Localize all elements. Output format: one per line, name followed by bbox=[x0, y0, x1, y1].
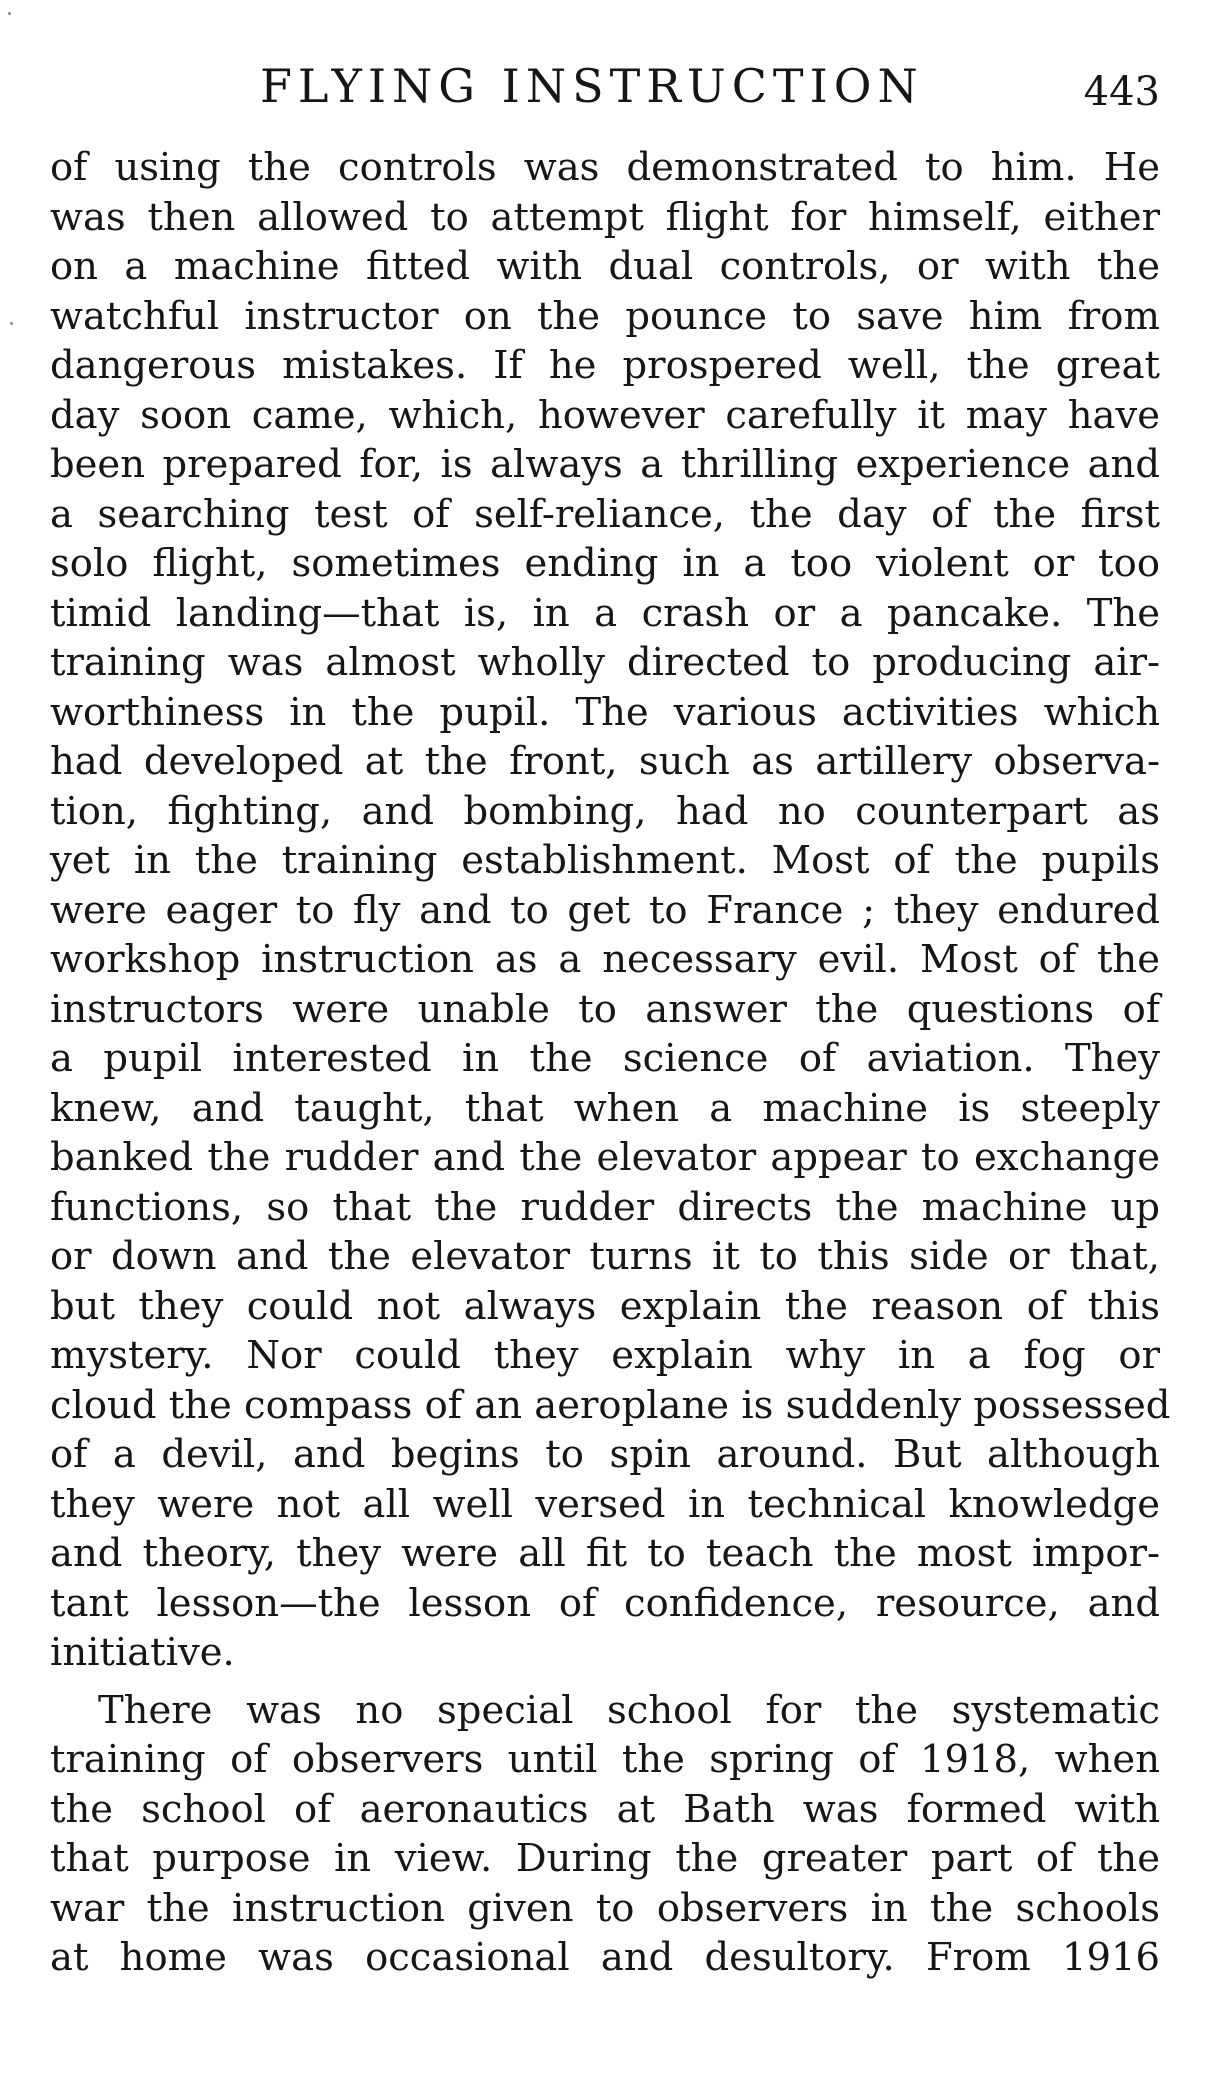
text-line: yet in the training establishment. Most of the pupils bbox=[50, 838, 1160, 883]
text-line: the school of aeronautics at Bath was formed with bbox=[50, 1786, 1160, 1832]
page-header bbox=[50, 56, 1160, 116]
text-line: but they could not always explain the reason of this bbox=[50, 1283, 1160, 1329]
text-line: or down and the elevator turns it to this side or that, bbox=[50, 1234, 1160, 1279]
text-line: they were not all well versed in technical knowledge bbox=[50, 1481, 1160, 1527]
running-head: FLYING INSTRUCTION bbox=[260, 59, 924, 113]
text-line: functions, so that the rudder directs the machine up bbox=[50, 1184, 1160, 1230]
page-number: 443 bbox=[1083, 69, 1160, 115]
text-line: that purpose in view. During the greater part of the bbox=[50, 1836, 1160, 1881]
text-line: of using the controls was demonstrated to him. He bbox=[50, 145, 1160, 190]
text-line: knew, and taught, that when a machine is steeply bbox=[50, 1085, 1160, 1131]
text-line: mystery. Nor could they explain why in a fog or bbox=[50, 1333, 1160, 1378]
text-line: been prepared for, is always a thrilling experience and bbox=[50, 442, 1160, 487]
text-line: at home was occasional and desultory. From 1916 bbox=[50, 1935, 1160, 1980]
body-text bbox=[50, 143, 1171, 1983]
text-line: a searching test of self-reliance, the day of the first bbox=[50, 491, 1160, 537]
text-line: day soon came, which, however carefully it may have bbox=[50, 392, 1160, 438]
text-line: were eager to fly and to get to France ; they endured bbox=[50, 887, 1160, 933]
text-line: banked the rudder and the elevator appear to exchange bbox=[50, 1135, 1160, 1180]
text-line: was then allowed to attempt flight for himself, either bbox=[50, 194, 1160, 240]
text-line: tant lesson—the lesson of confidence, resource, and bbox=[50, 1580, 1160, 1626]
speck-mark bbox=[8, 12, 11, 15]
text-line: training was almost wholly directed to producing air- bbox=[50, 640, 1160, 685]
text-line: had developed at the front, such as artillery observa- bbox=[50, 739, 1160, 784]
paragraph-2 bbox=[50, 1686, 1160, 1983]
text-line: training of observers until the spring of 1918, when bbox=[50, 1737, 1160, 1782]
text-line: cloud the compass of an aeroplane is suddenly possessed bbox=[50, 1382, 1171, 1428]
text-line: a pupil interested in the science of aviation. They bbox=[50, 1036, 1160, 1081]
text-line: initiative. bbox=[50, 1630, 235, 1675]
text-line: tion, fighting, and bombing, had no counterpart as bbox=[50, 788, 1160, 834]
paragraph-gap bbox=[50, 1678, 1160, 1686]
text-line: war the instruction given to observers in the schools bbox=[50, 1885, 1160, 1931]
text-line: There was no special school for the systematic bbox=[98, 1687, 1160, 1733]
text-line: workshop instruction as a necessary evil. Most of the bbox=[50, 937, 1160, 982]
text-line: worthiness in the pupil. The various activities which bbox=[50, 689, 1160, 735]
speck-mark bbox=[10, 322, 13, 325]
paragraph-1 bbox=[50, 143, 1171, 1678]
text-line: instructors were unable to answer the questions of bbox=[50, 986, 1160, 1032]
text-line: timid landing—that is, in a crash or a pancake. The bbox=[50, 590, 1160, 636]
text-line: dangerous mistakes. If he prospered well, the great bbox=[50, 343, 1160, 388]
text-line: of a devil, and begins to spin around. But although bbox=[50, 1432, 1160, 1477]
text-line: solo flight, sometimes ending in a too violent or too bbox=[50, 541, 1160, 586]
text-line: watchful instructor on the pounce to save him from bbox=[50, 293, 1160, 339]
text-line: and theory, they were all fit to teach the most impor- bbox=[50, 1531, 1160, 1576]
text-line: on a machine fitted with dual controls, or with the bbox=[50, 244, 1160, 289]
